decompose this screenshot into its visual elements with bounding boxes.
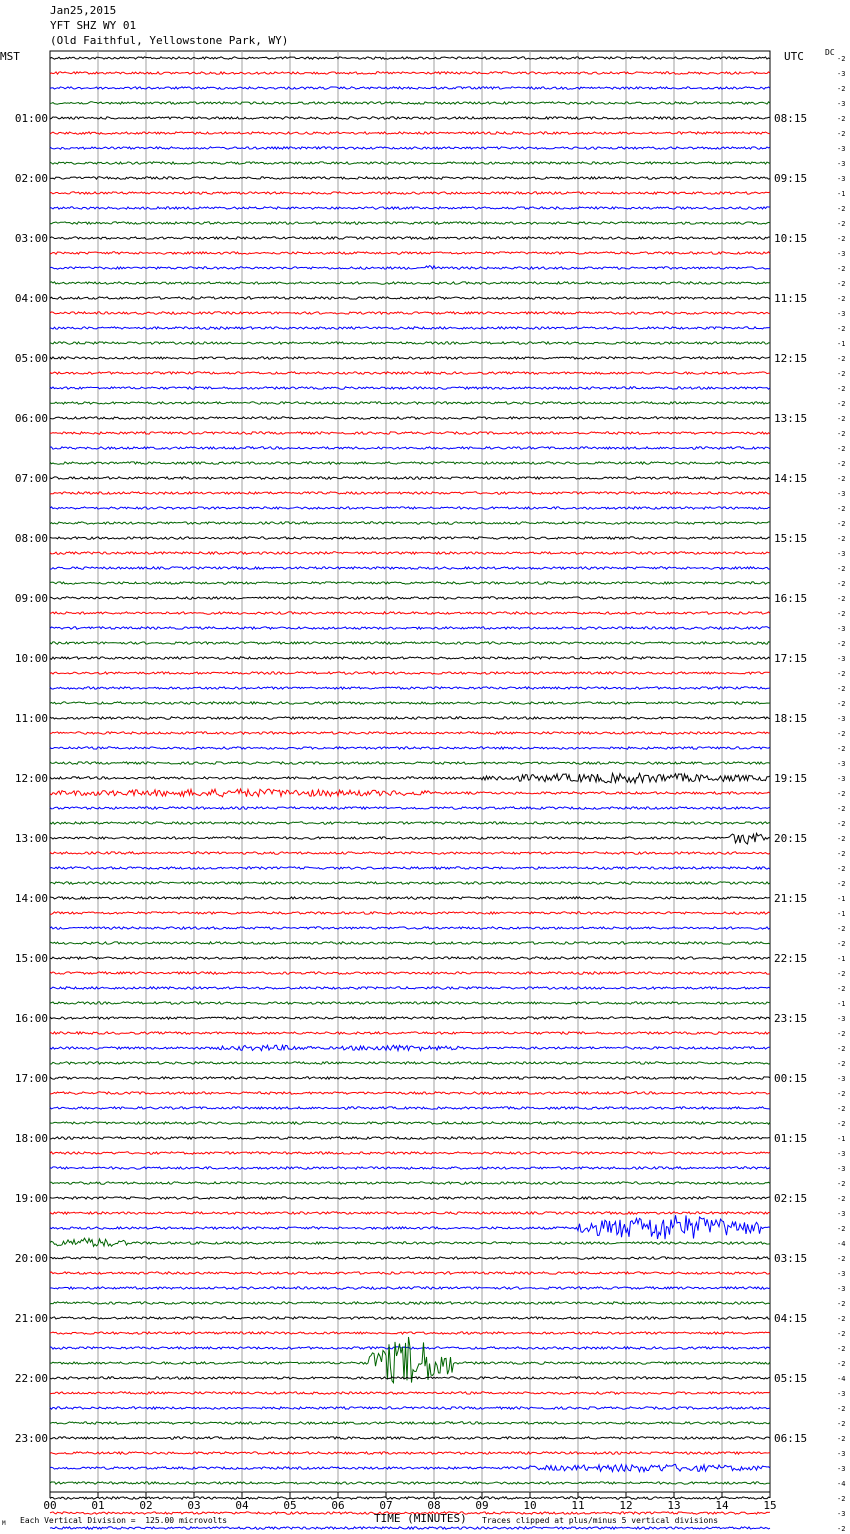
mst-hour-label: 11:00 [14,712,48,725]
mst-hour-label: 19:00 [14,1192,48,1205]
dc-offset-label: -2 [837,1525,846,1533]
trace-row [50,657,770,659]
trace-row [50,1337,770,1383]
dc-offset-label: -2 [837,520,846,528]
utc-hour-label: 10:15 [774,232,808,245]
trace-row [50,297,770,299]
trace-row [50,312,770,314]
utc-hour-label: 19:15 [774,772,808,785]
dc-offset-label: -2 [837,640,846,648]
trace-row [50,1167,770,1169]
x-tick-label: 00 [43,1499,57,1512]
dc-offset-label: -3 [837,1075,846,1083]
trace-row [50,1407,770,1409]
dc-offset-label: -2 [837,130,846,138]
dc-offset-label: -3 [837,310,846,318]
trace-row [50,1092,770,1094]
trace-row [50,1497,770,1499]
dc-offset-label: -2 [837,385,846,393]
trace-row [50,1464,770,1471]
dc-offset-label: -3 [837,550,846,558]
trace-row [50,987,770,989]
dc-offset-label: -2 [837,850,846,858]
trace-row [50,552,770,554]
trace-row [50,1377,770,1379]
dc-offset-label: -3 [837,175,846,183]
trace-row [50,957,770,959]
trace-row [50,582,770,584]
utc-hour-label: 08:15 [774,112,808,125]
dc-offset-label: -4 [837,1240,846,1248]
utc-label: UTC [784,50,804,63]
utc-hour-label: 00:15 [774,1072,808,1085]
trace-row [50,102,770,104]
x-tick-label: 02 [139,1499,153,1512]
dc-offset-label: -2 [837,445,846,453]
dc-offset-label: -2 [837,865,846,873]
dc-offset-label: -3 [837,760,846,768]
trace-row [50,402,770,404]
mst-hour-label: 20:00 [14,1252,48,1265]
trace-row [50,717,770,719]
dc-offset-label: -3 [837,1510,846,1518]
mst-hour-label: 06:00 [14,412,48,425]
dc-offset-label: -4 [837,1375,846,1383]
dc-label: DC [825,48,835,57]
x-tick-label: 14 [715,1499,729,1512]
dc-offset-label: -2 [837,1225,846,1233]
trace-row [50,522,770,524]
trace-row [50,612,770,614]
dc-offset-label: -2 [837,1315,846,1323]
trace-row [50,687,770,689]
trace-row [50,72,770,74]
dc-offset-label: -2 [837,1300,846,1308]
utc-hour-label: 01:15 [774,1132,808,1145]
dc-offset-label: -2 [837,400,846,408]
trace-row [50,342,770,344]
dc-offset-label: -2 [837,685,846,693]
dc-offset-label: -2 [837,565,846,573]
trace-row [50,1272,770,1274]
trace-row [50,1152,770,1154]
trace-row [50,867,770,869]
dc-offset-label: -2 [837,1030,846,1038]
trace-row [50,1452,770,1454]
mst-hour-label: 01:00 [14,112,48,125]
header-location: (Old Faithful, Yellowstone Park, WY) [50,34,289,47]
dc-offset-label: -3 [837,775,846,783]
utc-hour-label: 12:15 [774,352,808,365]
dc-offset-label: -2 [837,1060,846,1068]
dc-offset-label: -3 [837,655,846,663]
dc-offset-label: -3 [837,1450,846,1458]
trace-row [50,57,770,59]
x-tick-label: 08 [427,1499,441,1512]
trace-row [50,762,770,764]
utc-hour-label: 22:15 [774,952,808,965]
mst-hour-label: 14:00 [14,892,48,905]
dc-offset-label: -2 [837,460,846,468]
dc-offset-label: -1 [837,190,846,198]
trace-row [50,537,770,539]
dc-offset-label: -2 [837,415,846,423]
utc-hour-label: 20:15 [774,832,808,845]
dc-offset-label: -2 [837,730,846,738]
dc-offset-label: -3 [837,145,846,153]
mst-hour-label: 09:00 [14,592,48,605]
mst-hour-label: 05:00 [14,352,48,365]
dc-offset-label: -3 [837,1015,846,1023]
trace-row [50,237,770,239]
trace-row [50,1122,770,1124]
trace-row [50,357,770,359]
trace-row [50,327,770,329]
trace-row [50,1317,770,1319]
corner-mark: M [2,1520,6,1527]
mst-hour-label: 23:00 [14,1432,48,1445]
dc-offset-label: -2 [837,535,846,543]
trace-row [50,222,770,224]
dc-offset-label: -2 [837,235,846,243]
trace-row [50,432,770,434]
mst-hour-label: 10:00 [14,652,48,665]
dc-offset-label: -3 [837,70,846,78]
trace-row [50,747,770,749]
trace-row [50,789,770,797]
trace-row [50,807,770,809]
trace-row [50,507,770,509]
dc-offset-label: -2 [837,1420,846,1428]
utc-hour-label: 02:15 [774,1192,808,1205]
trace-row [50,912,770,914]
utc-hour-label: 17:15 [774,652,808,665]
dc-offset-label: -2 [837,355,846,363]
dc-offset-label: -2 [837,1345,846,1353]
trace-row [50,597,770,599]
dc-offset-label: -1 [837,1135,846,1143]
trace-row [50,1107,770,1109]
dc-offset-label: -3 [837,1285,846,1293]
trace-row [50,773,770,783]
utc-hour-label: 23:15 [774,1012,808,1025]
trace-row [50,567,770,569]
dc-offset-label: -2 [837,295,846,303]
dc-offset-label: -2 [837,805,846,813]
dc-offset-label: -2 [837,1120,846,1128]
dc-offset-label: -1 [837,1000,846,1008]
dc-offset-label: -2 [837,280,846,288]
trace-row [50,1215,770,1239]
dc-offset-label: -4 [837,1480,846,1488]
trace-row [50,162,770,164]
dc-offset-label: -3 [837,715,846,723]
x-tick-label: 13 [667,1499,681,1512]
dc-offset-label: -2 [837,265,846,273]
dc-offset-label: -2 [837,1090,846,1098]
trace-row [50,1062,770,1064]
trace-row [50,492,770,494]
utc-hour-label: 21:15 [774,892,808,905]
dc-offset-label: -2 [837,325,846,333]
dc-offset-label: -2 [837,1045,846,1053]
dc-offset-label: -2 [837,1360,846,1368]
dc-offset-label: -3 [837,1465,846,1473]
trace-row [50,447,770,449]
dc-offset-label: -2 [837,1495,846,1503]
trace-row [50,1212,770,1214]
dc-offset-label: -2 [837,55,846,63]
trace-row [50,1287,770,1289]
trace-row [50,1482,770,1484]
x-tick-label: 10 [523,1499,537,1512]
dc-offset-label: -2 [837,880,846,888]
utc-hour-label: 18:15 [774,712,808,725]
dc-offset-label: -2 [837,220,846,228]
trace-row [50,417,770,419]
dc-offset-label: -2 [837,505,846,513]
trace-row [50,87,770,89]
trace-row [50,702,770,704]
x-tick-label: 15 [763,1499,777,1512]
trace-row [50,282,770,284]
trace-row [50,1527,770,1529]
x-tick-label: 04 [235,1499,249,1512]
dc-offset-label: -2 [837,1105,846,1113]
trace-row [50,477,770,479]
trace-row [50,1017,770,1019]
trace-row [50,207,770,209]
dc-offset-label: -2 [837,745,846,753]
trace-row [50,1392,770,1394]
trace-row [50,132,770,134]
x-tick-label: 06 [331,1499,345,1512]
trace-row [50,1002,770,1004]
mst-hour-label: 08:00 [14,532,48,545]
trace-row [50,147,770,149]
x-tick-label: 07 [379,1499,393,1512]
utc-hour-label: 15:15 [774,532,808,545]
dc-offset-label: -2 [837,115,846,123]
dc-offset-label: -2 [837,1195,846,1203]
utc-hour-label: 13:15 [774,412,808,425]
mst-hour-label: 04:00 [14,292,48,305]
trace-row [50,1182,770,1184]
utc-hour-label: 06:15 [774,1432,808,1445]
trace-row [50,1437,770,1439]
header-date: Jan25,2015 [50,4,117,17]
trace-row [50,942,770,944]
dc-offset-label: -2 [837,595,846,603]
dc-offset-label: -3 [837,1390,846,1398]
x-tick-label: 12 [619,1499,633,1512]
dc-offset-label: -2 [837,925,846,933]
trace-row [50,852,770,854]
trace-row [50,1332,770,1334]
mst-hour-label: 12:00 [14,772,48,785]
utc-hour-label: 14:15 [774,472,808,485]
trace-row [50,117,770,119]
traces [50,57,770,1534]
trace-row [50,882,770,884]
mst-hour-label: 17:00 [14,1072,48,1085]
dc-offset-label: -2 [837,670,846,678]
dc-offset-label: -2 [837,430,846,438]
mst-hour-label: 18:00 [14,1132,48,1145]
dc-offset-label: -2 [837,1330,846,1338]
dc-offset-label: -2 [837,1405,846,1413]
scale-note: Each Vertical Division = 125.00 microvolts [20,1516,228,1525]
trace-row [50,732,770,734]
trace-row [50,972,770,974]
dc-offset-label: -2 [837,790,846,798]
dc-offset-label: -3 [837,1270,846,1278]
mst-hour-label: 22:00 [14,1372,48,1385]
trace-row [50,1045,770,1051]
x-tick-label: 05 [283,1499,297,1512]
mst-hour-label: 15:00 [14,952,48,965]
trace-row [50,833,770,844]
dc-offset-label: -2 [837,1435,846,1443]
x-tick-label: 09 [475,1499,489,1512]
x-axis-title: TIME (MINUTES) [374,1512,467,1525]
trace-row [50,1077,770,1079]
trace-row [50,372,770,374]
mst-hour-label: 07:00 [14,472,48,485]
x-tick-label: 11 [571,1499,585,1512]
dc-offset-label: -2 [837,820,846,828]
dc-offset-label: -1 [837,340,846,348]
trace-row [50,462,770,464]
trace-row [50,1238,770,1246]
dc-offset-label: -2 [837,85,846,93]
trace-row [50,927,770,929]
trace-row [50,822,770,824]
trace-row [50,627,770,629]
trace-row [50,266,770,270]
trace-row [50,672,770,674]
dc-offset-label: -1 [837,955,846,963]
utc-hour-label: 04:15 [774,1312,808,1325]
dc-offset-label: -3 [837,160,846,168]
trace-row [50,642,770,644]
trace-row [50,897,770,899]
header-station: YFT SHZ WY 01 [50,19,137,32]
dc-offset-label: -2 [837,970,846,978]
dc-offset-label: -3 [837,1150,846,1158]
utc-hour-label: 05:15 [774,1372,808,1385]
dc-offset-label: -2 [837,940,846,948]
dc-offset-label: -2 [837,580,846,588]
dc-offset-label: -3 [837,625,846,633]
dc-offset-label: -3 [837,1165,846,1173]
mst-label: MST [0,50,20,63]
mst-hour-label: 21:00 [14,1312,48,1325]
dc-offset-label: -1 [837,895,846,903]
dc-offset-label: -3 [837,100,846,108]
trace-row [50,1257,770,1259]
dc-offset-label: -2 [837,700,846,708]
dc-offset-label: -3 [837,1210,846,1218]
trace-row [50,1032,770,1034]
x-tick-label: 03 [187,1499,201,1512]
dc-offset-label: -2 [837,1255,846,1263]
utc-hour-label: 09:15 [774,172,808,185]
trace-row [50,1302,770,1304]
dc-offset-label: -2 [837,835,846,843]
utc-hour-label: 11:15 [774,292,808,305]
dc-offset-label: -3 [837,250,846,258]
mst-hour-label: 16:00 [14,1012,48,1025]
trace-row [50,252,770,254]
dc-offset-label: -2 [837,985,846,993]
dc-offset-label: -2 [837,610,846,618]
labels [15,55,846,1534]
trace-row [50,192,770,194]
x-tick-label: 01 [91,1499,105,1512]
dc-offset-label: -2 [837,205,846,213]
clip-note: Traces clipped at plus/minus 5 vertical divisions [482,1516,719,1525]
trace-row [50,387,770,389]
mst-hour-label: 03:00 [14,232,48,245]
trace-row [50,177,770,179]
dc-offset-label: -2 [837,1180,846,1188]
trace-row [50,1137,770,1139]
dc-offset-label: -2 [837,370,846,378]
trace-row [50,1422,770,1424]
dc-offset-label: -3 [837,490,846,498]
trace-row [50,1197,770,1199]
mst-hour-label: 02:00 [14,172,48,185]
dc-offset-label: -2 [837,475,846,483]
utc-hour-label: 03:15 [774,1252,808,1265]
utc-hour-label: 16:15 [774,592,808,605]
mst-hour-label: 13:00 [14,832,48,845]
dc-offset-label: -1 [837,910,846,918]
